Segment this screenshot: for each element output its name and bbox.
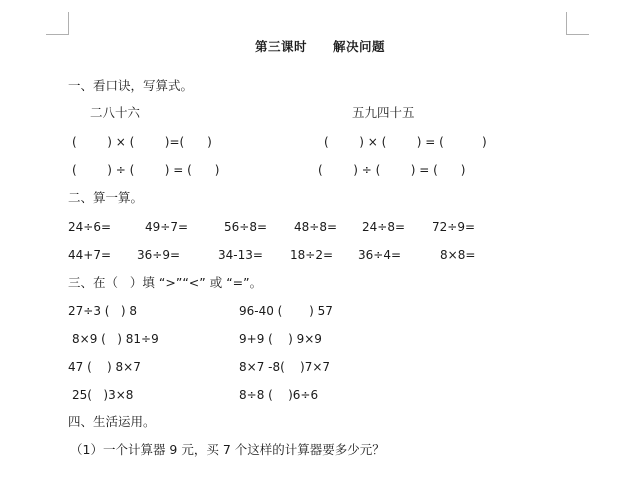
- arithmetic-problem: 24÷8=: [362, 220, 406, 234]
- comparison-item: 96-40 ( ) 57: [239, 304, 333, 318]
- title-topic: 解决问题: [333, 39, 386, 54]
- page-title: [0, 37, 640, 55]
- section4-heading: 四、生活运用。: [68, 414, 156, 429]
- arithmetic-problem: 48÷8=: [294, 220, 338, 234]
- arithmetic-problem: 18÷2=: [290, 248, 334, 262]
- page-corner-mark-right: [566, 12, 589, 35]
- arithmetic-problem: 8×8=: [440, 248, 476, 262]
- arithmetic-problem: 72÷9=: [432, 220, 476, 234]
- section2-heading: 二、算一算。: [68, 190, 144, 205]
- comparison-item: 8×7 -8( )7×7: [239, 360, 331, 374]
- arithmetic-problem: 36÷4=: [358, 248, 402, 262]
- blank-equation: ( ) ÷ ( ) = ( ): [72, 163, 220, 177]
- comparison-item: 47 ( ) 8×7: [68, 360, 141, 374]
- rhyme-left: 二八十六: [90, 105, 141, 120]
- rhyme-right: 五九四十五: [352, 105, 415, 120]
- title-lesson: 第三课时: [254, 39, 307, 54]
- blank-equation: ( ) × ( ) = ( ): [324, 135, 487, 149]
- comparison-item: 27÷3 ( ) 8: [68, 304, 138, 318]
- page-corner-mark-left: [46, 12, 69, 35]
- arithmetic-problem: 49÷7=: [145, 220, 189, 234]
- blank-equation: ( ) ÷ ( ) = ( ): [318, 163, 466, 177]
- arithmetic-problem: 44+7=: [68, 248, 112, 262]
- arithmetic-problem: 24÷6=: [68, 220, 112, 234]
- word-problem: （1）一个计算器 9 元，买 7 个这样的计算器要多少元？: [70, 442, 385, 457]
- comparison-item: 8×9 ( ) 81÷9: [72, 332, 159, 346]
- section1-heading: 一、看口诀，写算式。: [68, 78, 194, 93]
- arithmetic-problem: 34-13=: [218, 248, 263, 262]
- section3-heading: 三、在（ ）填 “>”“<” 或 “=”。: [68, 275, 263, 290]
- comparison-item: 8÷8 ( )6÷6: [239, 388, 319, 402]
- blank-equation: ( ) × ( )=( ): [72, 135, 212, 149]
- arithmetic-problem: 56÷8=: [224, 220, 268, 234]
- comparison-item: 9+9 ( ) 9×9: [239, 332, 322, 346]
- arithmetic-problem: 36÷9=: [137, 248, 181, 262]
- comparison-item: 25( )3×8: [72, 388, 134, 402]
